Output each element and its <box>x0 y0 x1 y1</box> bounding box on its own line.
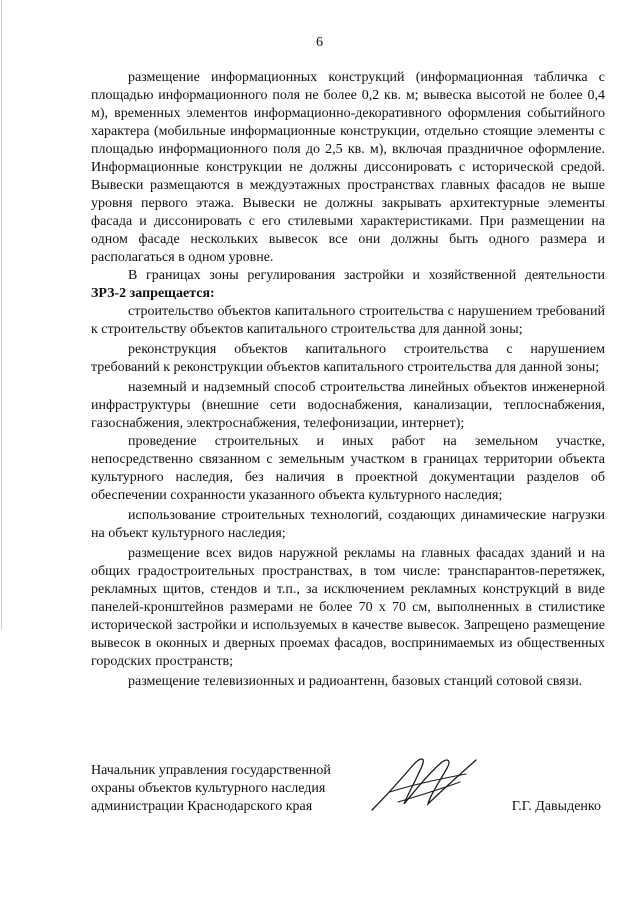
signatory-position <box>91 762 331 816</box>
signatory-position-line: Начальник управления государственной <box>91 763 331 778</box>
signatory-position-line: администрации Краснодарского края <box>91 799 313 814</box>
prohibited-item-dynamic-loads: использование строительных технологий, создающих динамические нагрузки на объект культурного наследия; <box>91 508 605 541</box>
scan-margin-line <box>1 0 2 630</box>
signatory-name: Г.Г. Давыденко <box>511 799 601 814</box>
prohibited-item-linear-objects: наземный и надземный способ строительства линейных объектов инженерной инфраструктуры (внешние сети водоснабжения, канализации, теплоснабжения, газоснабжения, электроснабжения, телефонизации, интернет); <box>91 380 605 431</box>
page-number: 6 <box>316 35 323 50</box>
zone-intro-bold: ЗРЗ-2 запрещается: <box>91 286 215 301</box>
prohibited-item-reconstruction: реконструкция объектов капитального строительства с нарушением требований к реконструкции объектов капитального строительства для данной зоны; <box>91 342 605 375</box>
handwritten-signature <box>368 752 488 814</box>
prohibited-item-antennas: размещение телевизионных и радиоантенн, базовых станций сотовой связи. <box>128 674 583 689</box>
zone-intro-text: В границах зоны регулирования застройки и хозяйственной деятельности <box>128 268 605 283</box>
signatory-position-line: охраны объектов культурного наследия <box>91 781 326 796</box>
prohibited-item-advertising: размещение всех видов наружной рекламы на главных фасадах зданий и на общих градостроительных пространствах, в том числе: транспарантов-перетяжек, рекламных щитов, стендов и т.п., за исключением рекламных конструкций в виде панелей-кронштейнов размерами не более 70 х 70 см, выполненных в стилистике исторической застройки и используемых в качестве вывесок. Запрещено размещение вывесок в оконных и дверных проемах фасадов, воспринимаемых из общественных городских пространств; <box>91 546 605 669</box>
zone-intro <box>91 267 605 303</box>
document-body <box>91 69 605 691</box>
paragraph-signage: размещение информационных конструкций (информационная табличка с площадью информационного поля не более 0,2 кв. м; вывеска высотой не более 0,4 м), временных элементов информационно-декоративного оформления событийного характера (мобильные информационные конструкции, отдельно стоящие элементы с площадью информационного поля до 2,5 кв. м), включая праздничное оформление. Информационные конструкции не должны диссонировать с исторической средой. Вывески размещаются в междуэтажных пространствах главных фасадов не выше уровня первого этажа. Вывески не должны закрывать архитектурные элементы фасада и диссонировать с его стилевыми характеристиками. При размещении на одном фасаде нескольких вывесок все они должны быть одного размера и располагаться в одном уровне. <box>91 70 605 265</box>
prohibited-item-construction: строительство объектов капитального строительства с нарушением требований к строительству объектов капитального строительства для данной зоны; <box>91 304 605 337</box>
prohibited-item-works: проведение строительных и иных работ на земельном участке, непосредственно связанном с земельным участком в границах территории объекта культурного наследия, без наличия в проектной документации разделов об обеспечении сохранности указанного объекта культурного наследия; <box>91 434 605 503</box>
